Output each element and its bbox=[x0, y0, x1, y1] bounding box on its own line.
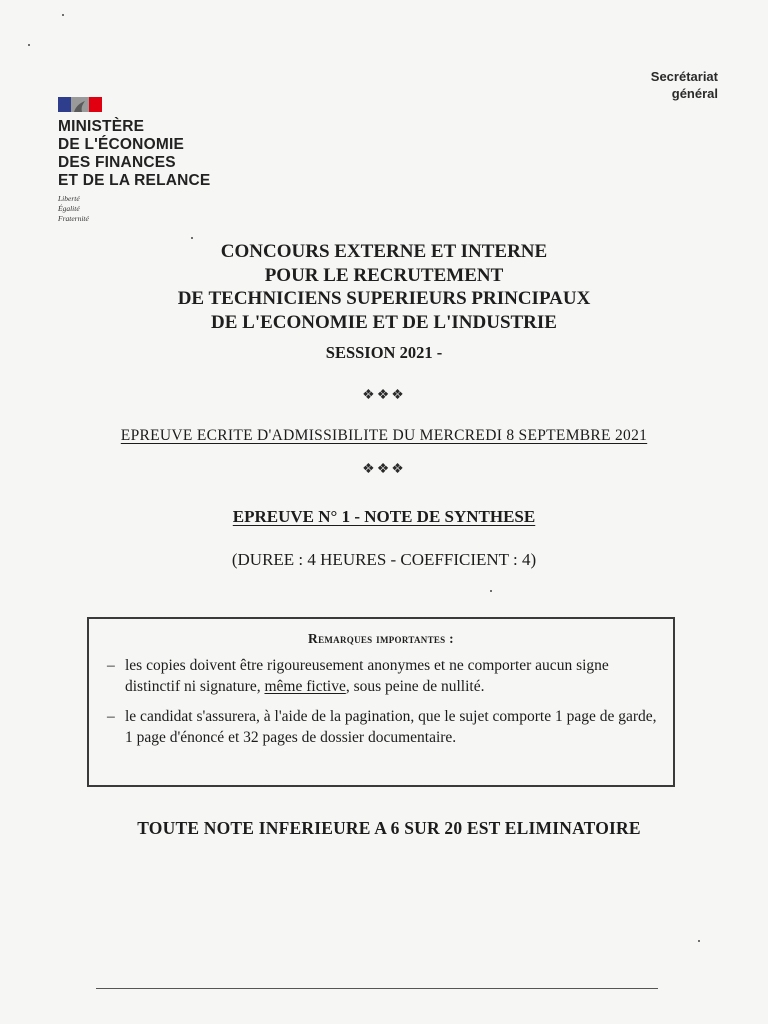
remark-text-part: , sous peine de nullité. bbox=[345, 678, 485, 695]
ministry-line: DE L'ÉCONOMIE bbox=[58, 136, 184, 153]
ministry-line: MINISTÈRE bbox=[58, 118, 145, 135]
remarks-title: Remarques importantes : bbox=[308, 631, 454, 646]
exam-title bbox=[0, 240, 768, 334]
motto-line: Fraternité bbox=[58, 214, 89, 223]
scan-speck bbox=[62, 14, 64, 16]
scan-speck bbox=[191, 237, 193, 239]
written-test-date-text: EPREUVE ECRITE D'ADMISSIBILITE DU MERCREDI 8 SEPTEMBRE 2021 bbox=[120, 427, 648, 444]
scan-speck bbox=[28, 44, 30, 46]
remark-item bbox=[107, 655, 667, 697]
remark-item bbox=[107, 706, 667, 748]
scan-speck bbox=[490, 590, 492, 592]
remark-text-part: les copies doivent être rigoureusement anonymes et ne comporter aucun signe distinctif ni signature, bbox=[125, 657, 609, 695]
secretariat-line-2: général bbox=[671, 86, 718, 101]
ministry-logo-block bbox=[58, 97, 210, 224]
duration-coefficient: (DUREE : 4 HEURES - COEFFICIENT : 4) bbox=[231, 550, 537, 569]
title-line: CONCOURS EXTERNE ET INTERNE bbox=[220, 241, 548, 262]
remark-text: le candidat s'assurera, à l'aide de la pagination, que le sujet comporte 1 page de garde, 1 page d'énoncé et 32 pages de dossier documentaire. bbox=[125, 708, 657, 746]
remark-underlined-text: même fictive bbox=[264, 678, 346, 695]
test-number-heading bbox=[0, 507, 768, 527]
ministry-line: DES FINANCES bbox=[58, 154, 176, 171]
republic-motto bbox=[58, 194, 210, 224]
motto-line: Liberté bbox=[58, 194, 80, 203]
secretariat-general-label bbox=[651, 68, 718, 102]
important-remarks-box bbox=[87, 617, 675, 787]
ornament-divider-icon: ❖❖❖ bbox=[362, 462, 406, 477]
ministry-name bbox=[58, 118, 210, 190]
title-line: DE TECHNICIENS SUPERIEURS PRINCIPAUX bbox=[177, 288, 591, 309]
session-label: SESSION 2021 - bbox=[325, 343, 443, 362]
remark-text bbox=[107, 655, 667, 697]
test-number-text: EPREUVE N° 1 - NOTE DE SYNTHESE bbox=[232, 507, 536, 526]
remark-dash: – bbox=[107, 657, 115, 674]
written-test-date bbox=[0, 427, 768, 445]
motto-line: Égalité bbox=[58, 204, 80, 213]
secretariat-line-1: Secrétariat bbox=[650, 69, 718, 84]
ornament-divider-icon: ❖❖❖ bbox=[362, 388, 406, 403]
remark-dash: – bbox=[107, 708, 115, 725]
ministry-line: ET DE LA RELANCE bbox=[58, 172, 211, 189]
scan-speck bbox=[698, 940, 700, 942]
bottom-divider-line bbox=[96, 988, 658, 989]
elimination-warning: TOUTE NOTE INFERIEURE A 6 SUR 20 EST ELIMINATOIRE bbox=[137, 818, 641, 838]
title-line: DE L'ECONOMIE ET DE L'INDUSTRIE bbox=[211, 311, 557, 333]
title-line: POUR LE RECRUTEMENT bbox=[264, 264, 504, 286]
marianne-logo-icon bbox=[58, 97, 102, 112]
